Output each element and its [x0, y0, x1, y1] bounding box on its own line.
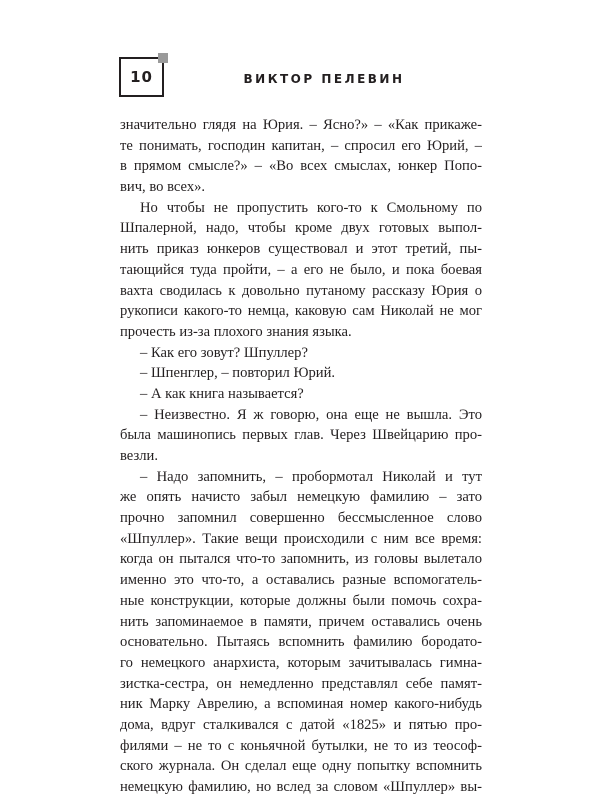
text-line: – А как книга называется?	[140, 385, 304, 402]
text-line: ные конструкции, которые должны были помочь сохра-	[120, 592, 482, 609]
text-line: «Шпуллер». Такие вещи происходили с ним все время:	[120, 530, 482, 547]
text-line: филями – не то с коньячной бутылки, не то из теософ-	[120, 737, 482, 754]
text-line: – Неизвестно. Я ж говорю, она еще не вышла. Это	[140, 406, 482, 423]
text-line: зистка-сестра, он немедленно представлял себе памят-	[120, 675, 482, 692]
text-line: Но чтобы не пропустить кого-то к Смольному по	[140, 199, 482, 216]
text-line: везли.	[120, 448, 158, 464]
text-line: прочесть из-за плохого знания языка.	[120, 323, 352, 340]
text-line: основательно. Пытаясь вспомнить фамилию бородато-	[120, 634, 482, 651]
text-line: те понимать, господин капитан, – спросил его Юрий, –	[120, 137, 482, 154]
text-line: вич, во всех».	[120, 179, 206, 196]
running-title: ВИКТОР ПЕЛЕВИН	[243, 72, 405, 86]
text-line: именно это что-то, а оставались разные вспомогатель-	[120, 572, 482, 589]
text-line: нить запоминаемое в памяти, причем оставались очень	[120, 613, 482, 630]
page-number-box-corner-mark	[158, 53, 168, 63]
text-line: дома, вдруг сталкивался с датой «1825» и пятью про-	[120, 716, 482, 733]
page-number-box	[119, 57, 164, 97]
text-line: – Шпенглер, – повторил Юрий.	[140, 365, 336, 382]
text-line: ского журнала. Он сделал еще одну попытку вспомнить	[120, 758, 482, 775]
text-line: рукописи какого-то немца, каковую сам Николай не мог	[120, 303, 482, 320]
text-line: значительно глядя на Юрия. – Ясно?» – «Как прикаже-	[120, 117, 482, 133]
text-line: Шпалерной, надо, чтобы кроме двух готовых выпол-	[120, 220, 482, 237]
text-line: прочно запомнил совершенно бессмысленное слово	[120, 510, 482, 527]
text-line: – Как его зовут? Шпуллер?	[140, 344, 308, 361]
text-line: вахта сводилась к довольно путаному рассказу Юрия о	[120, 282, 482, 299]
text-line: нить приказ юнкеров существовал и этот третий, пы-	[120, 241, 482, 258]
book-text-body	[120, 115, 482, 798]
text-line: немецкую фамилию, но вслед за словом «Шпуллер» вы-	[120, 779, 482, 795]
text-line: когда он пытался что-то запомнить, из головы вылетало	[120, 551, 482, 568]
page-number: 10	[130, 68, 153, 86]
text-line: была машинопись первых глав. Через Швейцарию про-	[120, 427, 482, 444]
text-line: тающийся туда пройти, – а его не было, и пока боевая	[120, 261, 482, 278]
text-line: го немецкого анархиста, которым зачитывалась гимна-	[120, 654, 482, 671]
text-line: в прямом смысле?» – «Во всех смыслах, юнкер Попо-	[120, 158, 482, 175]
text-line: же опять начисто забыл немецкую фамилию – зато	[120, 489, 482, 506]
text-line: – Надо запомнить, – пробормотал Николай и тут	[140, 468, 482, 485]
text-line: ник Марку Аврелию, а вспоминая номер какого-нибудь	[120, 696, 482, 713]
